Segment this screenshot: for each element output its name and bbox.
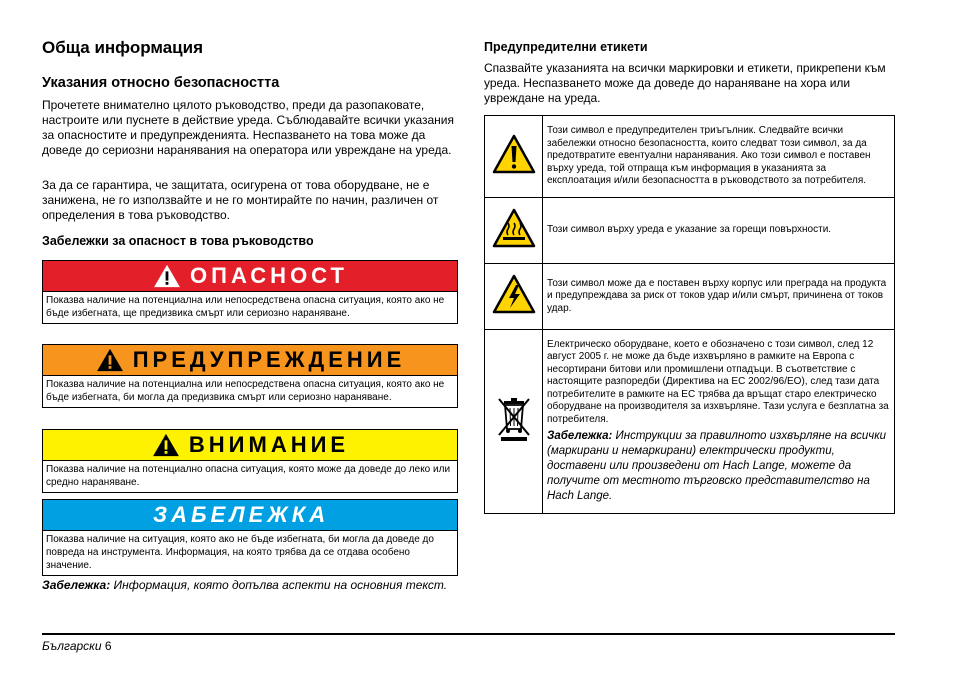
danger-box: [42, 260, 458, 324]
table-row: [485, 198, 895, 264]
page-title: Обща информация: [42, 38, 203, 57]
warning-triangle-icon: [492, 134, 536, 174]
symbol-description: [543, 330, 895, 514]
left-note: [42, 578, 460, 593]
warning-triangle-icon: [95, 348, 125, 372]
notice-box: [42, 499, 458, 576]
table-row: [485, 264, 895, 330]
electric-shock-icon: [492, 274, 536, 314]
hot-surface-icon: [492, 208, 536, 248]
danger-header: [43, 261, 457, 292]
safety-paragraph-1: Прочетете внимателно цялото ръководство, преди да разопаковате, настроите или пуснете в действие уреда. Съблюдавайте всички указания за опасностите и предупрежденията. Неспазването на това може да доведе до сериозни наранявания на оператора или увреждане на уреда.: [42, 98, 454, 157]
warning-text: Показва наличие на потенциална или непосредствена опасна ситуация, която ако не бъде избегната, би могла да предизвика смърт или сериозно нараняване.: [46, 379, 445, 403]
page-number: 6: [104, 639, 112, 653]
danger-text: Показва наличие на потенциална или непосредствена опасна ситуация, която ако не бъде избегната, ще предизвика смърт или сериозно нараняване.: [46, 295, 445, 319]
footer-divider: [42, 633, 895, 635]
symbol-description: Този символ може да е поставен върху корпус или преграда на продукта и предупреждава за риск от токов удар и/или смърт, причинена от токов удар.: [543, 264, 895, 330]
warning-label: ПРЕДУПРЕЖДЕНИЕ: [132, 347, 406, 372]
hazard-notes-heading: Забележки за опасност в това ръководство: [42, 234, 314, 248]
labels-heading: Предупредителни етикети: [484, 40, 648, 54]
table-row: [485, 116, 895, 198]
symbol-cell: [485, 198, 543, 264]
note-label: Забележка:: [42, 578, 111, 592]
symbol-cell: [485, 264, 543, 330]
labels-intro: Спазвайте указанията на всички маркировки и етикети, прикрепени към уреда. Неспазването може да доведе до нараняване на хора или увреждане на уреда.: [484, 61, 886, 105]
weee-note-text: Инструкции за правилното изхвърляне на всички (маркирани и немаркирани) електрически продукти, доставени или произведени от Hach Lange, можете да получите от местното търговско представителство на Hach Lange.: [547, 430, 887, 503]
caution-label: ВНИМАНИЕ: [188, 432, 350, 457]
labels-table: [484, 115, 895, 514]
symbol-description: Този символ е предупредителен триъгълник. Следвайте всички забележки относно безопасността, които следват този символ, за да предотвратите евентуални наранявания. Ако този символ е поставен върху уреда, той отпраща към информация в указанията за експлоатация и/или безопасността в ръководството за потребителя.: [543, 116, 895, 198]
safety-paragraph-2: За да се гарантира, че защитата, осигурена от това оборудване, не е занижена, не го използвайте и не го монтирайте по начин, различен от определения в това ръководство.: [42, 178, 439, 222]
symbol-cell: [485, 116, 543, 198]
warning-header: [43, 345, 457, 376]
weee-crossed-bin-icon: [494, 395, 534, 443]
caution-text: Показва наличие на потенциално опасна ситуация, която може да доведе до леко или средно нараняване.: [46, 464, 451, 488]
table-row: [485, 330, 895, 514]
safety-heading: Указания относно безопасността: [42, 75, 280, 91]
note-text: Информация, която допълва аспекти на основния текст.: [110, 578, 448, 592]
weee-note-label: Забележка:: [547, 430, 613, 443]
warning-triangle-icon: [152, 264, 182, 288]
notice-text: Показва наличие на ситуация, която ако не бъде избегната, би могла да доведе до повреда на инструмента. Информация, на която трябва да се отдава особено значение.: [46, 534, 434, 571]
notice-label: ЗАБЕЛЕЖКА: [153, 502, 330, 527]
caution-box: [42, 429, 458, 493]
footer: [42, 639, 112, 653]
footer-language: Български: [42, 639, 102, 653]
warning-box: [42, 344, 458, 408]
symbol-cell: [485, 330, 543, 514]
notice-header: [43, 500, 457, 531]
symbol-description: Този символ върху уреда е указание за горещи повърхности.: [543, 198, 895, 264]
weee-text: Електрическо оборудване, което е обозначено с този символ, след 12 август 2005 г. не може да бъде изхвърляно в рамките на Европа с несортирани битови или промишлени отпадъци. В съответствие с настоящите разпоредби (Директива на ЕС 2002/96/ЕО), след тази дата потребителите в рамките на ЕС трябва да връщат старо електрическо оборудване на производителя за изхвърляне. Тази услуга е безплатна за потребителя.: [547, 338, 889, 425]
caution-header: [43, 430, 457, 461]
weee-note: [547, 429, 890, 504]
warning-triangle-icon: [151, 433, 181, 457]
danger-label: ОПАСНОСТ: [190, 263, 348, 288]
